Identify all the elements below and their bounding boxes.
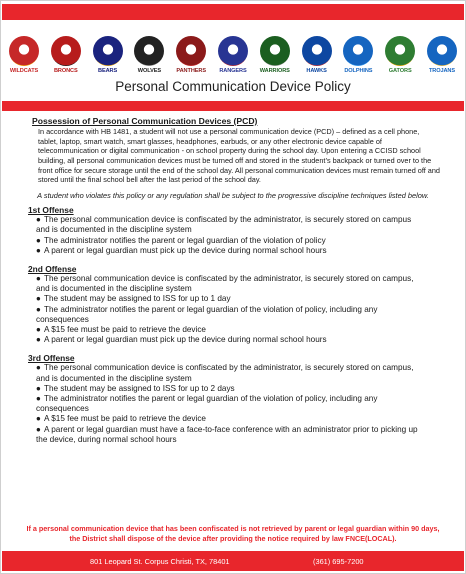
bullet-icon: ● (36, 363, 41, 373)
footer-phone: (361) 695-7200 (313, 557, 364, 566)
list-item-text: The personal communication device is confiscated by the administrator, is securely stored on campus, and is documented in the discipline system (36, 273, 414, 294)
offense-heading: 2nd Offense (28, 263, 77, 274)
title-red-rule (2, 101, 464, 111)
bullet-icon: ● (36, 335, 41, 345)
offense-heading: 1st Offense (28, 205, 74, 216)
bullet-icon: ● (36, 245, 41, 255)
top-red-bar (2, 4, 464, 20)
school-logo (340, 33, 376, 75)
offense-list (28, 274, 426, 345)
footer-bar (2, 551, 464, 571)
list-item (36, 246, 426, 256)
trojan-emblem (427, 36, 457, 66)
school-logo-name: DOLPHINS (344, 68, 373, 74)
warrior-emblem (260, 36, 290, 66)
wildcat-emblem (9, 36, 39, 66)
retrieval-warning: If a personal communication device that has been confiscated is not retrieved by parent or legal guardian within 90 days, the District shall dispose of the device after providing the notice required by law FNCE(LOCAL). (26, 524, 440, 544)
list-item-text: The personal communication device is confiscated by the administrator, is securely stored on campus and is documented in the discipline system (36, 215, 412, 235)
list-item (36, 305, 426, 325)
footer-address: 801 Leopard St. Corpus Christi, TX, 78401 (90, 557, 230, 566)
school-logo (299, 33, 335, 75)
bullet-icon: ● (36, 414, 41, 424)
bullet-icon: ● (36, 235, 41, 245)
list-item-text: A $15 fee must be paid to retrieve the device (43, 324, 206, 334)
page-title: Personal Communication Device Policy (115, 79, 351, 94)
policy-content (0, 116, 466, 445)
list-item-text: The administrator notifies the parent or legal guardian of the violation of policy, including any consequences (36, 394, 378, 414)
school-logo (382, 33, 418, 75)
school-logo (173, 33, 209, 75)
list-item-text: A parent or legal guardian must pick up the device during normal school hours (43, 245, 327, 255)
ranger-emblem (218, 36, 248, 66)
list-item-text: A parent or legal guardian must have a face-to-face conference with an administrator prior to picking up the device, during normal school hours (36, 424, 418, 444)
list-item (36, 414, 426, 424)
bullet-icon: ● (36, 304, 41, 314)
list-item-text: The administrator notifies the parent or legal guardian of the violation of policy, including any consequences (36, 304, 378, 324)
list-item (36, 294, 426, 304)
school-logo-name: PANTHERS (176, 68, 206, 74)
school-logos-row (6, 30, 460, 78)
bullet-icon: ● (36, 273, 41, 283)
bullet-icon: ● (36, 294, 41, 304)
bullet-icon: ● (36, 383, 41, 393)
list-item (36, 215, 426, 235)
school-logo (131, 33, 167, 75)
list-item-text: The administrator notifies the parent or legal guardian of the violation of policy (43, 235, 326, 245)
discipline-notice: A student who violates this policy or any regulation shall be subject to the progressive discipline techniques listed below. (37, 190, 429, 200)
school-logo-name: WILDCATS (9, 68, 39, 74)
school-logo (90, 33, 126, 75)
bear-emblem (93, 36, 123, 66)
list-item (36, 363, 426, 383)
bronco-emblem (51, 36, 81, 66)
list-item-text: The personal communication device is confiscated by the administrator, is securely stored on campus, and is documented in the discipline system (36, 363, 414, 383)
list-item (36, 325, 426, 335)
list-item (36, 425, 426, 445)
bullet-icon: ● (36, 215, 41, 225)
offense-list (28, 363, 426, 445)
offense-section (28, 205, 466, 256)
list-item (36, 274, 426, 294)
school-logo-name: BEARS (98, 68, 118, 74)
gator-emblem (385, 36, 415, 66)
bullet-icon: ● (36, 424, 41, 434)
school-logo-name: RANGERS (219, 68, 247, 74)
bullet-icon: ● (36, 324, 41, 334)
school-logo (257, 33, 293, 75)
panther-emblem (176, 36, 206, 66)
wolf-emblem (134, 36, 164, 66)
school-logo-name: WARRIORS (259, 68, 290, 74)
list-item-text: A parent or legal guardian must pick up the device during normal school hours (43, 335, 327, 345)
pcd-heading: Possession of Personal Communication Devices (PCD) (32, 116, 258, 126)
list-item-text: The student may be assigned to ISS for up to 1 day (43, 294, 231, 304)
school-logo-name: WOLVES (137, 68, 161, 74)
dolphin-emblem (343, 36, 373, 66)
list-item (36, 236, 426, 246)
list-item (36, 384, 426, 394)
offense-section (28, 264, 466, 345)
pcd-body: In accordance with HB 1481, a student will not use a personal communication device (PCD) – defined as a cell phone, tablet, laptop, smart watch, smart glasses, headphones, earbuds, or any other electronic device capable of telecommunication or digital communication - on school property during the school day. Upon entering a CCISD school building, all personal communication devices must be turned off and stored in the student’s backpack or turned over to the front office for secure storage until the end of the school day. All personal communication devices must remain turned off and stored until the final school bell after the last period of the school day. (38, 127, 440, 185)
school-logo-name: TROJANS (428, 68, 455, 74)
bullet-icon: ● (36, 394, 41, 403)
list-item (36, 394, 426, 414)
offense-heading: 3rd Offense (28, 353, 75, 364)
school-logo-name: HAWKS (306, 68, 327, 74)
list-item (36, 335, 426, 345)
school-logo (215, 33, 251, 75)
list-item-text: A $15 fee must be paid to retrieve the device (43, 414, 206, 424)
school-logo-name: GATORS (388, 68, 412, 74)
school-logo-name: BRONCS (53, 68, 78, 74)
list-item-text: The student may be assigned to ISS for up to 2 days (43, 383, 235, 393)
school-logo (424, 33, 460, 75)
offense-section (28, 353, 466, 445)
offense-list (28, 215, 426, 256)
school-logo (48, 33, 84, 75)
hawk-emblem (302, 36, 332, 66)
school-logo (6, 33, 42, 75)
